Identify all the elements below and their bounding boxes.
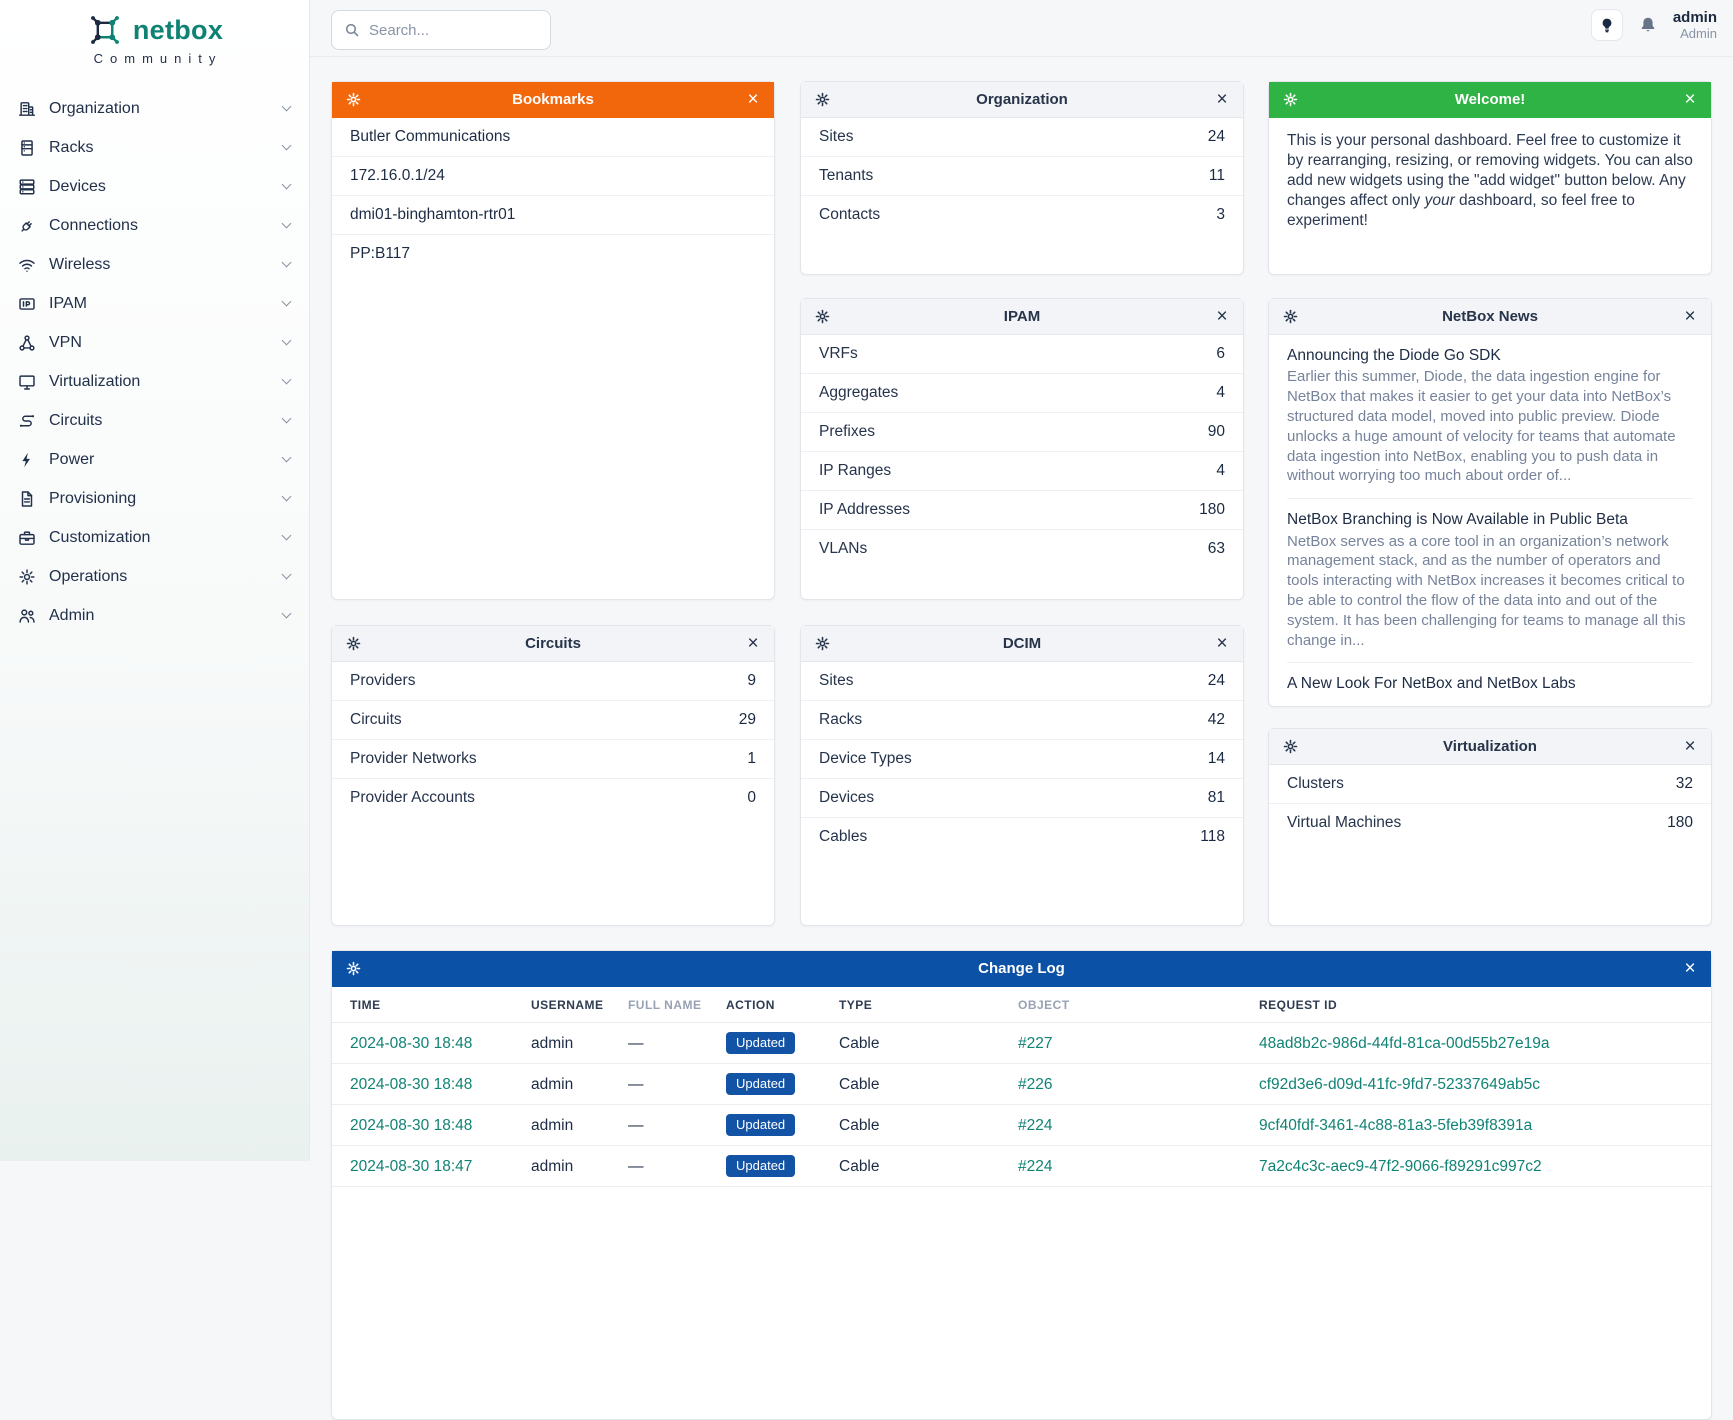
ipam-widget	[800, 298, 1244, 600]
dcim-widget-header	[801, 626, 1243, 662]
action-badge: Updated	[726, 1114, 795, 1136]
user-role: Admin	[1680, 25, 1717, 41]
stat-label-link[interactable]: Devices	[819, 789, 875, 806]
widget-close-button[interactable]	[1210, 632, 1234, 656]
sidebar-item-wireless[interactable]	[0, 245, 309, 284]
chevron-down-icon	[282, 141, 292, 151]
server-icon	[18, 178, 36, 196]
chevron-down-icon	[282, 102, 292, 112]
stat-label-link[interactable]: Virtual Machines	[1287, 814, 1402, 831]
stat-label-link[interactable]: Device Types	[819, 750, 912, 767]
user-menu[interactable]	[1673, 10, 1717, 41]
stat-row	[801, 118, 1243, 156]
widget-close-button[interactable]	[741, 632, 765, 656]
stat-row	[801, 451, 1243, 490]
stat-row	[801, 156, 1243, 195]
stat-label-link[interactable]: Sites	[819, 672, 854, 689]
stat-value: 29	[738, 711, 756, 728]
stat-label-link[interactable]: Racks	[819, 711, 863, 728]
stat-value: 81	[1207, 789, 1225, 806]
sidebar-item-label: Circuits	[49, 411, 103, 429]
action-badge: Updated	[726, 1032, 795, 1054]
chevron-down-icon	[282, 375, 292, 385]
stat-value: 90	[1207, 423, 1225, 440]
stat-row	[801, 739, 1243, 778]
column-header-object: OBJECT	[1008, 987, 1249, 1023]
stat-value: 6	[1216, 345, 1225, 362]
gear-icon	[346, 92, 361, 107]
wifi-icon	[18, 256, 36, 274]
request-id-link[interactable]: 7a2c4c3c-aec9-47f2-9066-f89291c997c2	[1259, 1157, 1542, 1175]
stat-value: 180	[1667, 814, 1693, 831]
stat-label-link[interactable]: Clusters	[1287, 775, 1344, 792]
bookmarks-list	[332, 118, 774, 273]
changelog-table	[332, 987, 1711, 1187]
sidebar-item-label: Organization	[49, 99, 140, 117]
netbox-logo-icon	[86, 12, 124, 48]
widget-config-button[interactable]	[341, 88, 365, 112]
stat-row	[801, 490, 1243, 529]
sidebar-item-vpn[interactable]	[0, 323, 309, 362]
chevron-down-icon	[282, 219, 292, 229]
sidebar-item-label: Virtualization	[49, 372, 141, 390]
widget-close-button[interactable]	[1678, 957, 1702, 981]
stat-value: 9	[747, 672, 756, 689]
chevron-down-icon	[282, 492, 292, 502]
request-id-link[interactable]: 9cf40fdf-3461-4c88-81a3-5feb39f8391a	[1259, 1116, 1533, 1134]
widget-title: Circuits	[525, 635, 581, 652]
sidebar-item-label: Devices	[49, 177, 106, 195]
stat-value: 14	[1207, 750, 1225, 767]
changelog-row	[332, 1064, 1711, 1105]
gear-icon	[346, 636, 361, 651]
stat-row	[332, 662, 774, 700]
topbar	[310, 0, 1733, 57]
column-header-type: TYPE	[829, 987, 1008, 1023]
share-nodes-icon	[18, 334, 36, 352]
widget-close-button[interactable]	[1210, 305, 1234, 329]
news-item	[1287, 498, 1693, 662]
change-type: Cable	[829, 1146, 1008, 1187]
stat-label-link[interactable]: Aggregates	[819, 384, 899, 401]
brand-name: netbox	[132, 14, 224, 45]
stat-value: 180	[1199, 501, 1225, 518]
widget-close-button[interactable]	[1210, 88, 1234, 112]
sidebar-item-power[interactable]	[0, 440, 309, 479]
stat-label-link[interactable]: Circuits	[350, 711, 402, 728]
stat-row	[801, 412, 1243, 451]
stat-label-link[interactable]: Provider Accounts	[350, 789, 475, 806]
chevron-down-icon	[282, 453, 292, 463]
ipam-widget-header	[801, 299, 1243, 335]
widget-column-2	[800, 81, 1244, 926]
sidebar	[0, 0, 310, 1161]
chevron-down-icon	[282, 258, 292, 268]
user-cluster	[1591, 9, 1717, 41]
column-header-request-id: REQUEST ID	[1249, 987, 1711, 1023]
widget-title: IPAM	[1003, 308, 1041, 325]
change-full-name: —	[618, 1105, 716, 1146]
news-item	[1287, 335, 1693, 498]
gear-icon	[1283, 309, 1298, 324]
column-header-full-name: FULL NAME	[618, 987, 716, 1023]
stat-label-link[interactable]: Contacts	[819, 206, 881, 223]
change-type: Cable	[829, 1023, 1008, 1064]
sidebar-item-label: Power	[49, 450, 95, 468]
stat-label-link[interactable]: Prefixes	[819, 423, 875, 440]
change-full-name: —	[618, 1023, 716, 1064]
sidebar-nav	[0, 89, 309, 635]
gear-icon	[815, 636, 830, 651]
chevron-down-icon	[282, 570, 292, 580]
theme-toggle-button[interactable]	[1591, 9, 1623, 41]
sidebar-item-devices[interactable]	[0, 167, 309, 206]
change-full-name: —	[618, 1146, 716, 1187]
change-type: Cable	[829, 1064, 1008, 1105]
change-type: Cable	[829, 1105, 1008, 1146]
lightbulb-icon	[1599, 17, 1615, 33]
stat-value: 4	[1216, 462, 1225, 479]
bookmarks-widget	[331, 81, 775, 600]
rack-icon	[18, 139, 36, 157]
notifications-button[interactable]	[1636, 12, 1660, 38]
stat-value: 0	[747, 789, 756, 806]
changelog-widget-header	[332, 951, 1711, 987]
widget-grid	[331, 81, 1712, 926]
widget-close-button[interactable]	[1678, 735, 1702, 759]
toolbox-icon	[18, 529, 36, 547]
stat-row	[801, 778, 1243, 817]
widget-title: Bookmarks	[512, 91, 594, 108]
news-headline-link[interactable]: A New Look For NetBox and NetBox Labs	[1287, 675, 1576, 693]
changelog-header-row	[332, 987, 1711, 1023]
widget-config-button[interactable]	[1278, 88, 1302, 112]
virtualization-widget	[1268, 728, 1712, 926]
sidebar-item-label: Customization	[49, 528, 151, 546]
gear-icon	[346, 961, 361, 976]
widget-config-button[interactable]	[341, 632, 365, 656]
widget-config-button[interactable]	[810, 305, 834, 329]
stat-label-link[interactable]: VLANs	[819, 540, 868, 557]
change-time-link[interactable]: 2024-08-30 18:48	[350, 1075, 473, 1093]
sidebar-item-label: Operations	[49, 567, 128, 585]
stat-row	[801, 373, 1243, 412]
netbox-news-widget	[1268, 298, 1712, 707]
bolt-icon	[18, 451, 36, 469]
stat-label-link[interactable]: IP Addresses	[819, 501, 911, 518]
stat-row	[1269, 765, 1711, 803]
widget-column-1	[331, 81, 775, 926]
sidebar-item-label: IPAM	[49, 294, 87, 312]
widget-config-button[interactable]	[1278, 735, 1302, 759]
sidebar-item-label: Provisioning	[49, 489, 137, 507]
circuit-icon	[18, 412, 36, 430]
request-id-link[interactable]: cf92d3e6-d09d-41fc-9fd7-52337649ab5c	[1259, 1075, 1540, 1093]
stat-value: 11	[1208, 167, 1225, 184]
username: admin	[1672, 8, 1717, 26]
sidebar-item-customization[interactable]	[0, 518, 309, 557]
change-time-link[interactable]: 2024-08-30 18:48	[350, 1034, 473, 1052]
users-icon	[18, 607, 36, 625]
stat-value: 32	[1675, 775, 1693, 792]
bookmark-link[interactable]: Butler Communications	[350, 128, 511, 145]
bell-icon	[1639, 16, 1657, 34]
news-widget-header	[1269, 299, 1711, 335]
change-time-link[interactable]: 2024-08-30 18:48	[350, 1116, 473, 1134]
search-box[interactable]	[331, 10, 551, 50]
stat-value: 42	[1207, 711, 1225, 728]
stat-label-link[interactable]: Cables	[819, 828, 868, 845]
chevron-down-icon	[282, 180, 292, 190]
column-header-username: USERNAME	[521, 987, 618, 1023]
stat-label-link[interactable]: Provider Networks	[350, 750, 477, 767]
news-body: Earlier this summer, Diode, the data ingestion engine for NetBox that makes it easier to get your data into NetBox’s structured data model, moved into public preview. Diode unlocks a huge amount of velocity for teams that automate data ingestion into NetBox, enabling you to push data in without worrying too much about order of...	[1287, 368, 1676, 485]
stat-row	[332, 700, 774, 739]
sidebar-item-organization[interactable]	[0, 89, 309, 128]
stat-label-link[interactable]: IP Ranges	[819, 462, 892, 479]
change-username: admin	[521, 1146, 618, 1187]
netbox-logo[interactable]	[0, 0, 309, 48]
sidebar-item-circuits[interactable]	[0, 401, 309, 440]
stat-label-link[interactable]: Providers	[350, 672, 416, 689]
chevron-down-icon	[282, 414, 292, 424]
stat-row	[801, 195, 1243, 234]
brand-subtitle: Community	[93, 51, 223, 66]
widget-column-3	[1268, 81, 1712, 926]
change-username: admin	[521, 1105, 618, 1146]
widget-title: Welcome!	[1454, 91, 1526, 108]
gear-icon	[815, 309, 830, 324]
change-object-link[interactable]: #224	[1018, 1116, 1053, 1134]
widget-config-button[interactable]	[1278, 305, 1302, 329]
action-badge: Updated	[726, 1155, 795, 1177]
widget-title: DCIM	[1002, 635, 1042, 652]
welcome-widget-header	[1269, 82, 1711, 118]
bookmark-link[interactable]: PP:B117	[332, 234, 774, 273]
column-header-action: ACTION	[716, 987, 829, 1023]
change-object-link[interactable]: #227	[1018, 1034, 1053, 1052]
monitor-icon	[18, 373, 36, 391]
sidebar-item-connections[interactable]	[0, 206, 309, 245]
chevron-down-icon	[282, 531, 292, 541]
dcim-widget	[800, 625, 1244, 926]
virtualization-widget-header	[1269, 729, 1711, 765]
change-time-link[interactable]: 2024-08-30 18:47	[350, 1157, 473, 1175]
stat-label-link[interactable]: Tenants	[819, 167, 874, 184]
widget-title: Virtualization	[1443, 738, 1537, 755]
sidebar-item-label: Wireless	[49, 255, 111, 273]
circuits-widget	[331, 625, 775, 926]
chevron-down-icon	[282, 336, 292, 346]
changelog-row	[332, 1146, 1711, 1187]
bookmark-link[interactable]: 172.16.0.1/24	[332, 156, 774, 195]
widget-title: Change Log	[978, 960, 1065, 977]
bookmark-link[interactable]: dmi01-binghamton-rtr01	[332, 195, 774, 234]
news-list	[1269, 335, 1711, 708]
ip-box-icon	[18, 295, 36, 313]
changelog-row	[332, 1023, 1711, 1064]
sidebar-item-provisioning[interactable]	[0, 479, 309, 518]
widget-config-button[interactable]	[810, 632, 834, 656]
change-username: admin	[521, 1064, 618, 1105]
search-icon	[344, 22, 360, 38]
welcome-text: This is your personal dashboard. Feel free to customize it by rearranging, resizing, or removing widgets. You can also add new widgets using the "add widget" button below. Any changes affect only your dashboard, so feel free to experiment!	[1287, 132, 1693, 229]
circuits-widget-header	[332, 626, 774, 662]
organization-widget-header	[801, 82, 1243, 118]
file-icon	[18, 490, 36, 508]
change-full-name: —	[618, 1064, 716, 1105]
stat-value: 63	[1207, 540, 1225, 557]
stat-label-link[interactable]: Sites	[819, 128, 854, 145]
chevron-down-icon	[282, 297, 292, 307]
stat-row	[801, 662, 1243, 700]
stat-value: 118	[1200, 828, 1225, 845]
stat-value: 24	[1207, 128, 1225, 145]
welcome-widget	[1268, 81, 1712, 275]
stat-value: 4	[1216, 384, 1225, 401]
stat-row	[801, 529, 1243, 568]
stat-row	[801, 335, 1243, 373]
request-id-link[interactable]: 48ad8b2c-986d-44fd-81ca-00d55b27e19a	[1259, 1034, 1550, 1052]
news-headline-link[interactable]: Announcing the Diode Go SDK	[1287, 347, 1501, 364]
sidebar-item-label: Racks	[49, 138, 94, 156]
sidebar-item-operations[interactable]	[0, 557, 309, 596]
widget-config-button[interactable]	[341, 957, 365, 981]
widget-title: NetBox News	[1442, 308, 1538, 325]
cog-icon	[18, 568, 36, 586]
sidebar-item-label: Admin	[49, 606, 95, 624]
change-object-link[interactable]: #224	[1018, 1157, 1053, 1175]
sidebar-item-ipam[interactable]	[0, 284, 309, 323]
widget-close-button[interactable]	[1678, 305, 1702, 329]
stat-row	[801, 817, 1243, 856]
news-body: NetBox serves as a core tool in an organization’s network management stack, and as the number of operators and tools interacting with NetBox increases it becomes critical to be able to control the flow of the data into and out of the system. It has been challenging for teams to manage all this change in...	[1287, 532, 1686, 649]
gear-icon	[1283, 92, 1298, 107]
column-header-time: TIME	[332, 987, 521, 1023]
news-item	[1287, 662, 1693, 707]
sidebar-item-label: Connections	[49, 216, 138, 234]
stat-row	[332, 739, 774, 778]
stat-row	[801, 700, 1243, 739]
sidebar-item-admin[interactable]	[0, 596, 309, 635]
gear-icon	[815, 92, 830, 107]
widget-close-button[interactable]	[741, 88, 765, 112]
stat-row	[1269, 803, 1711, 842]
building-icon	[18, 100, 36, 118]
news-headline-link[interactable]: NetBox Branching is Now Available in Public Beta	[1287, 511, 1628, 529]
widget-config-button[interactable]	[810, 88, 834, 112]
dashboard	[331, 57, 1712, 1420]
bookmarks-widget-header	[332, 82, 774, 118]
stat-value: 3	[1216, 206, 1225, 223]
stat-value: 1	[747, 750, 756, 767]
changelog-row	[332, 1105, 1711, 1146]
widget-title: Organization	[976, 91, 1068, 108]
stat-value: 24	[1207, 672, 1225, 689]
change-username: admin	[521, 1023, 618, 1064]
sidebar-item-virtualization[interactable]	[0, 362, 309, 401]
plug-icon	[18, 217, 36, 235]
sidebar-item-label: VPN	[49, 333, 82, 351]
action-badge: Updated	[726, 1073, 795, 1095]
gear-icon	[1283, 739, 1298, 754]
organization-widget	[800, 81, 1244, 275]
chevron-down-icon	[282, 609, 292, 619]
search-input[interactable]	[369, 22, 538, 39]
change-object-link[interactable]: #226	[1018, 1075, 1053, 1093]
widget-close-button[interactable]	[1678, 88, 1702, 112]
changelog-widget	[331, 950, 1712, 1420]
stat-row	[332, 778, 774, 817]
stat-label-link[interactable]: VRFs	[819, 345, 858, 362]
sidebar-item-racks[interactable]	[0, 128, 309, 167]
